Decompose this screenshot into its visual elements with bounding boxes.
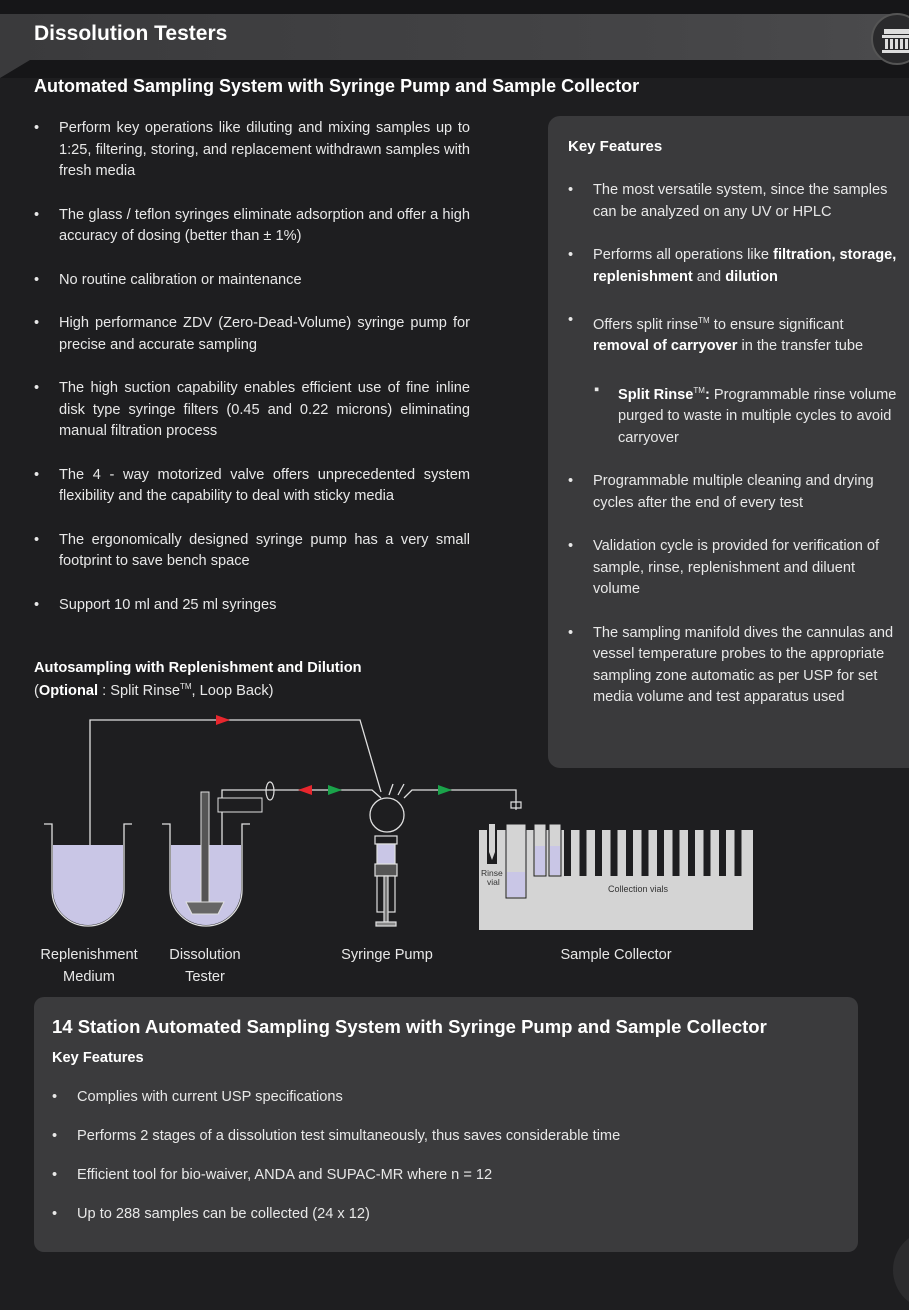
filter-holder <box>218 798 262 812</box>
list-item: • No routine calibration or maintenance <box>34 270 470 292</box>
station-14-list <box>52 1087 832 1243</box>
header-wedge <box>0 60 30 78</box>
list-item: • The ergonomically designed syringe pump has a very small footprint to save bench space <box>34 530 470 573</box>
syringe-liquid <box>377 844 395 864</box>
list-item: • Complies with current USP specifications <box>52 1087 832 1108</box>
list-item: • Offers split rinse™ to ensure significant removal of carryover in the transfer tube <box>568 310 898 358</box>
dissolution-label: Dissolution Tester <box>169 947 241 985</box>
collection-vial-slot <box>688 824 695 876</box>
collection-vial-slot <box>642 824 649 876</box>
list-item: • The most versatile system, since the samples can be analyzed on any UV or HPLC <box>568 180 898 223</box>
list-item: • The glass / teflon syringes eliminate adsorption and offer a high accuracy of dosing (better than ± 1%) <box>34 205 470 248</box>
key-features-panel <box>548 116 909 768</box>
autosampling-title: Autosampling with Replenishment and Dilution <box>34 660 362 676</box>
list-item: • Validation cycle is provided for verification of sample, rinse, replenishment and diluent volume <box>568 536 898 601</box>
collection-vial-slot <box>673 824 680 876</box>
sampling-system-diagram <box>0 700 909 950</box>
list-item: • Performs 2 stages of a dissolution test simultaneously, thus saves considerable time <box>52 1126 832 1147</box>
paddle-shaft <box>201 792 209 902</box>
replenishment-medium-liquid <box>53 845 123 925</box>
station-14-subtitle: Key Features <box>52 1050 144 1066</box>
inline-filter <box>266 782 274 800</box>
collection-vial-slot <box>719 824 726 876</box>
key-features-list <box>568 180 898 731</box>
collection-vials-label: Collection vials <box>608 884 669 894</box>
station-14-title: 14 Station Automated Sampling System with Syringe Pump and Sample Collector <box>52 1016 767 1037</box>
page-title: Dissolution Testers <box>34 22 228 45</box>
paddle-blade <box>186 902 224 914</box>
list-item: ▪ Split Rinse™: Programmable rinse volume purged to waste in multiple cycles to avoid carryover <box>594 380 898 449</box>
list-item: • The sampling manifold dives the cannulas and vessel temperature probes to the appropriate sampling zone automatic as per USP for set media volume and test apparatus used <box>568 623 898 709</box>
collection-vial-slot <box>704 824 711 876</box>
list-item: • The 4 - way motorized valve offers unprecedented system flexibility and the capability to deal with sticky media <box>34 465 470 508</box>
four-way-valve <box>370 798 404 832</box>
arrow-green-right <box>328 785 342 795</box>
collection-vial-slot <box>735 824 742 876</box>
replenishment-label: Replenishment Medium <box>40 947 138 985</box>
sample-collector-label: Sample Collector <box>560 947 672 963</box>
rinse-vial-label-2: vial <box>487 877 500 887</box>
collection-vial-slot <box>611 824 618 876</box>
left-bullet-list <box>34 118 470 638</box>
collection-vial-slot <box>580 824 587 876</box>
collection-vial-slot <box>626 824 633 876</box>
list-item: • Perform key operations like diluting and mixing samples up to 1:25, filtering, storing, and replacement withdrawn samples with fresh media <box>34 118 470 183</box>
list-item: • The high suction capability enables efficient use of fine inline disk type syringe filters (0.45 and 0.22 microns) eliminating manual filtration process <box>34 378 470 443</box>
list-item: • Support 10 ml and 25 ml syringes <box>34 595 470 617</box>
collection-vial-slot <box>657 824 664 876</box>
rinse-vial-liquid <box>507 872 525 897</box>
autosampling-subtitle: (Optional : Split Rinse™, Loop Back) <box>34 682 274 699</box>
dissolution-apparatus-icon <box>871 13 909 65</box>
arrow-red <box>216 715 230 725</box>
station-14-panel <box>34 997 858 1252</box>
list-item: • Performs all operations like filtration, storage, replenishment and dilution <box>568 245 898 288</box>
section-title: Automated Sampling System with Syringe Pump and Sample Collector <box>34 76 640 96</box>
arrow-red-left <box>298 785 312 795</box>
arrow-green <box>438 785 452 795</box>
corner-decoration <box>893 1230 909 1310</box>
key-features-title: Key Features <box>568 138 663 155</box>
collection-vial-slot <box>595 824 602 876</box>
list-item: • Efficient tool for bio-waiver, ANDA and SUPAC-MR where n = 12 <box>52 1165 832 1186</box>
syringe-pump-label: Syringe Pump <box>341 947 433 963</box>
list-item: • Programmable multiple cleaning and drying cycles after the end of every test <box>568 471 898 514</box>
list-item: • High performance ZDV (Zero-Dead-Volume) syringe pump for precise and accurate sampling <box>34 313 470 356</box>
list-item: • Up to 288 samples can be collected (24 x 12) <box>52 1204 832 1225</box>
rinse-vial-label: Rinse <box>481 868 503 878</box>
collection-vial-slot <box>564 824 571 876</box>
